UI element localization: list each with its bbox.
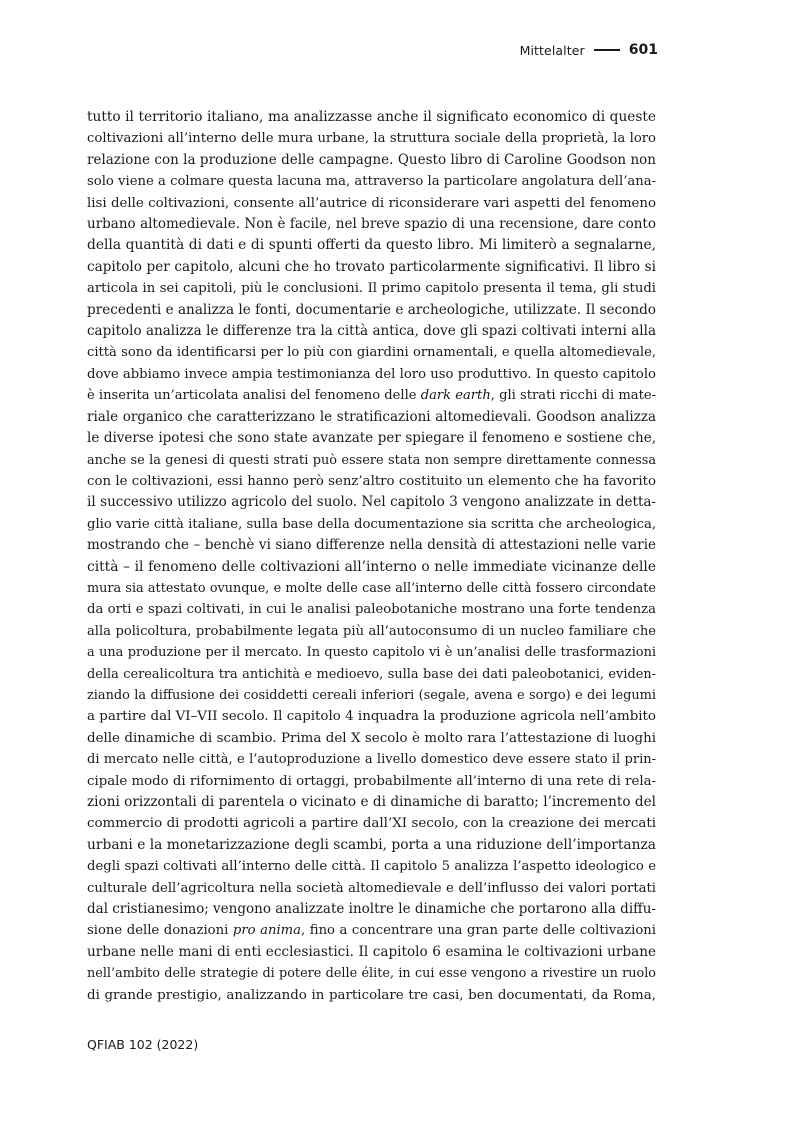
text-run: di mercato nelle città, e l’autoproduzione a livello domestico deve essere stato il prin- (87, 752, 656, 768)
text-run: coltivazioni all’interno delle mura urbane, la struttura sociale della proprietà, la loro (87, 131, 656, 147)
text-line (87, 514, 656, 535)
text-run: alla policoltura, probabilmente legata più all’autoconsumo di un nucleo familiare che (87, 623, 656, 639)
text-run: mura sia attestato ovunque, e molte delle case all’interno delle città fossero circondate (87, 580, 656, 596)
text-run: lisi delle coltivazioni, consente all’autrice di riconsiderare vari aspetti del fenomeno (87, 195, 656, 211)
text-line (87, 835, 656, 856)
text-line (87, 450, 656, 471)
header-rule (594, 49, 620, 51)
page-number: 601 (628, 42, 658, 58)
text-line (87, 150, 656, 171)
text-run: urbani e la monetarizzazione degli scambi, porta a una riduzione dell’importanza (87, 836, 656, 853)
text-run: della cerealicoltura tra antichità e medioevo, sulla base dei dati paleobotanici, eviden- (87, 666, 656, 682)
running-head (520, 42, 658, 58)
text-run: degli spazi coltivati all’interno delle città. Il capitolo 5 analizza l’aspetto ideologico e (87, 859, 656, 875)
text-run: tutto il territorio italiano, ma analizzasse anche il significato economico di queste (87, 109, 656, 125)
text-line (87, 557, 656, 578)
text-line (87, 813, 656, 834)
text-line (87, 257, 656, 278)
text-line (87, 471, 656, 492)
text-line (87, 171, 656, 192)
text-line (87, 771, 656, 792)
text-line (87, 920, 656, 941)
text-run: urbane nelle mani di enti ecclesiastici. Il capitolo 6 esamina le coltivazioni urbane (87, 943, 656, 960)
text-line (87, 300, 656, 321)
text-run: zioni orizzontali di parentela o vicinato e di dinamiche di baratto; l’incremento del (87, 794, 656, 810)
text-run: urbano altomedievale. Non è facile, nel breve spazio di una recensione, dare conto (87, 216, 656, 233)
text-run: , fino a concentrare una gran parte delle coltivazioni (301, 923, 657, 939)
text-line (87, 985, 656, 1006)
text-line (87, 385, 656, 406)
text-line (87, 407, 656, 428)
text-line (87, 706, 656, 727)
section-label: Mittelalter (519, 42, 585, 58)
text-line (87, 621, 656, 642)
text-line (87, 235, 656, 256)
text-run: a partire dal VI–VII secolo. Il capitolo 4 inquadra la produzione agricola nell’ambito (87, 709, 656, 725)
body-paragraph (87, 107, 656, 1006)
text-run: mostrando che – benchè vi siano differenze nella densità di attestazioni nelle varie (87, 537, 656, 554)
text-line (87, 642, 656, 663)
text-line (87, 107, 656, 128)
text-run: riale organico che caratterizzano le stratificazioni altomedievali. Goodson analizza (87, 408, 656, 425)
text-run: precedenti e analizza le fonti, documentarie e archeologiche, utilizzate. Il secondo (87, 301, 656, 318)
text-run: dal cristianesimo; vengono analizzate inoltre le dinamiche che portarono alla diffu- (87, 901, 656, 918)
text-run: culturale dell’agricoltura nella società altomedievale e dell’influsso dei valori portati (87, 880, 656, 896)
text-run: delle dinamiche di scambio. Prima del X secolo è molto rara l’attestazione di luoghi (87, 730, 656, 746)
text-line (87, 578, 656, 599)
text-run: anche se la genesi di questi strati può essere stata non sempre direttamente connessa (87, 452, 656, 468)
text-line (87, 963, 656, 984)
text-run: della quantità di dati e di spunti offerti da questo libro. Mi limiterò a segnalarne, (87, 237, 656, 254)
text-run: da orti e spazi coltivati, in cui le analisi paleobotaniche mostrano una forte tendenza (87, 602, 656, 618)
text-run: solo viene a colmare questa lacuna ma, attraverso la particolare angolatura dell’ana- (87, 174, 657, 190)
text-line (87, 942, 656, 963)
text-line (87, 749, 656, 770)
text-line (87, 321, 656, 342)
text-run: il successivo utilizzo agricolo del suolo. Nel capitolo 3 vengono analizzate in detta- (87, 494, 656, 511)
text-run: città – il fenomeno delle coltivazioni all’interno o nelle immediate vicinanze delle (87, 558, 656, 575)
text-line (87, 278, 656, 299)
text-run: glio varie città italiane, sulla base della documentazione sia scritta che archeologica, (87, 516, 657, 532)
text-run: è inserita un’articolata analisi del fenomeno delle (87, 388, 421, 404)
text-line (87, 856, 656, 877)
text-line (87, 428, 656, 449)
text-line (87, 899, 656, 920)
italic-term: pro anima (232, 923, 302, 939)
text-run: ziando la diffusione dei cosiddetti cereali inferiori (segale, avena e sorgo) e dei legumi (87, 687, 656, 703)
italic-term: dark earth (420, 388, 491, 404)
text-line (87, 685, 656, 706)
text-line (87, 599, 656, 620)
text-run: a una produzione per il mercato. In questo capitolo vi è un’analisi delle trasformazioni (87, 645, 656, 661)
text-run: relazione con la produzione delle campagne. Questo libro di Caroline Goodson non (87, 151, 656, 168)
text-run: sione delle donazioni (87, 923, 233, 939)
text-run: nell’ambito delle strategie di potere delle élite, in cui esse vengono a rivestire un ruolo (87, 966, 656, 982)
text-run: con le coltivazioni, essi hanno però senz’altro costituito un elemento che ha favorito (87, 473, 656, 489)
text-line (87, 128, 656, 149)
text-run: dove abbiamo invece ampia testimonianza del loro uso produttivo. In questo capitolo (87, 366, 656, 382)
text-line (87, 364, 656, 385)
text-line (87, 728, 656, 749)
text-run: articola in sei capitoli, più le conclusioni. Il primo capitolo presenta il tema, gli studi (87, 281, 656, 297)
text-run: capitolo analizza le differenze tra la città antica, dove gli spazi coltivati interni alla (87, 323, 656, 340)
text-line (87, 492, 656, 513)
text-line (87, 342, 656, 363)
text-line (87, 535, 656, 556)
text-line (87, 664, 656, 685)
text-run: di grande prestigio, analizzando in particolare tre casi, ben documentati, da Roma, (87, 987, 656, 1003)
text-line (87, 792, 656, 813)
footer-citation: QFIAB 102 (2022) (87, 1037, 199, 1052)
text-line (87, 193, 656, 214)
text-run: commercio di prodotti agricoli a partire dall’XI secolo, con la creazione dei mercati (87, 816, 656, 832)
text-run: capitolo per capitolo, alcuni che ho trovato particolarmente significativi. Il libro si (87, 258, 656, 275)
text-run: città sono da identificarsi per lo più con giardini ornamentali, e quella altomedievale, (87, 345, 656, 361)
text-run: cipale modo di rifornimento di ortaggi, probabilmente all’interno di una rete di rela- (87, 773, 656, 789)
text-line (87, 214, 656, 235)
text-line (87, 878, 656, 899)
text-run: , gli strati ricchi di mate- (490, 388, 657, 404)
text-run: le diverse ipotesi che sono state avanzate per spiegare il fenomeno e sostiene che, (87, 430, 656, 447)
